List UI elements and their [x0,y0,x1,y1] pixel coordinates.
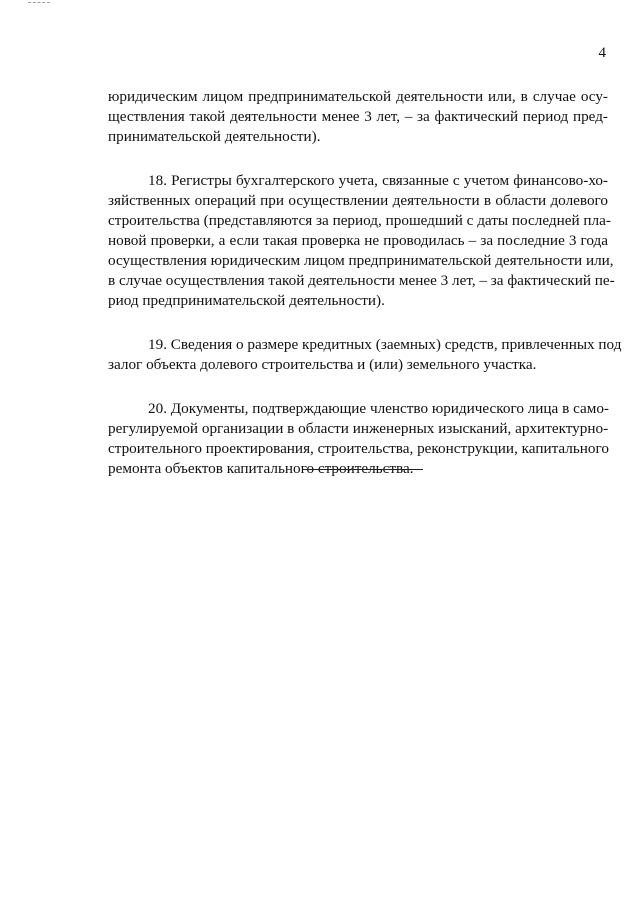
text-line: регулируемой организации в области инженерных изысканий, архитектурно- [108,420,609,437]
text-line: зяйственных операций при осуществлении деятельности в области долевого [108,192,608,209]
text-line: новой проверки, а если такая проверка не проводилась – за последние 3 года [108,232,608,249]
document-body [108,87,622,503]
text-line: ремонта объектов капитального строительства. [108,460,414,477]
text-line: в случае осуществления такой деятельности менее 3 лет, – за фактический пе- [108,272,615,289]
item-19-paragraph [108,335,622,375]
text-line: юридическим лицом предпринимательской деятельности или, в случае осу- [108,88,608,105]
page-number: 4 [598,45,606,61]
item-20-paragraph [108,399,608,479]
text-line: 20. Документы, подтверждающие членство юридического лица в само- [148,400,609,417]
text-line: строительства (представляются за период, прошедший с даты последней пла- [108,212,611,229]
text-line: ществления такой деятельности менее 3 лет, – за фактический период пред- [108,108,608,125]
text-line: строительного проектирования, строительства, реконструкции, капитального [108,440,609,457]
text-line: осуществления юридическим лицом предпринимательской деятельности или, [108,252,614,269]
text-line: риод предпринимательской деятельности). [108,292,385,309]
text-line: принимательской деятельности). [108,128,321,145]
end-of-document-rule [303,469,423,470]
text-line: залог объекта долевого строительства и (или) земельного участка. [108,356,537,373]
text-line: 18. Регистры бухгалтерского учета, связанные с учетом финансово-хо- [148,172,608,189]
item-18-paragraph [108,171,615,311]
scan-artifact-mark [28,2,50,3]
text-line: 19. Сведения о размере кредитных (заемных) средств, привлеченных под [148,336,622,353]
continuation-paragraph [108,87,608,147]
